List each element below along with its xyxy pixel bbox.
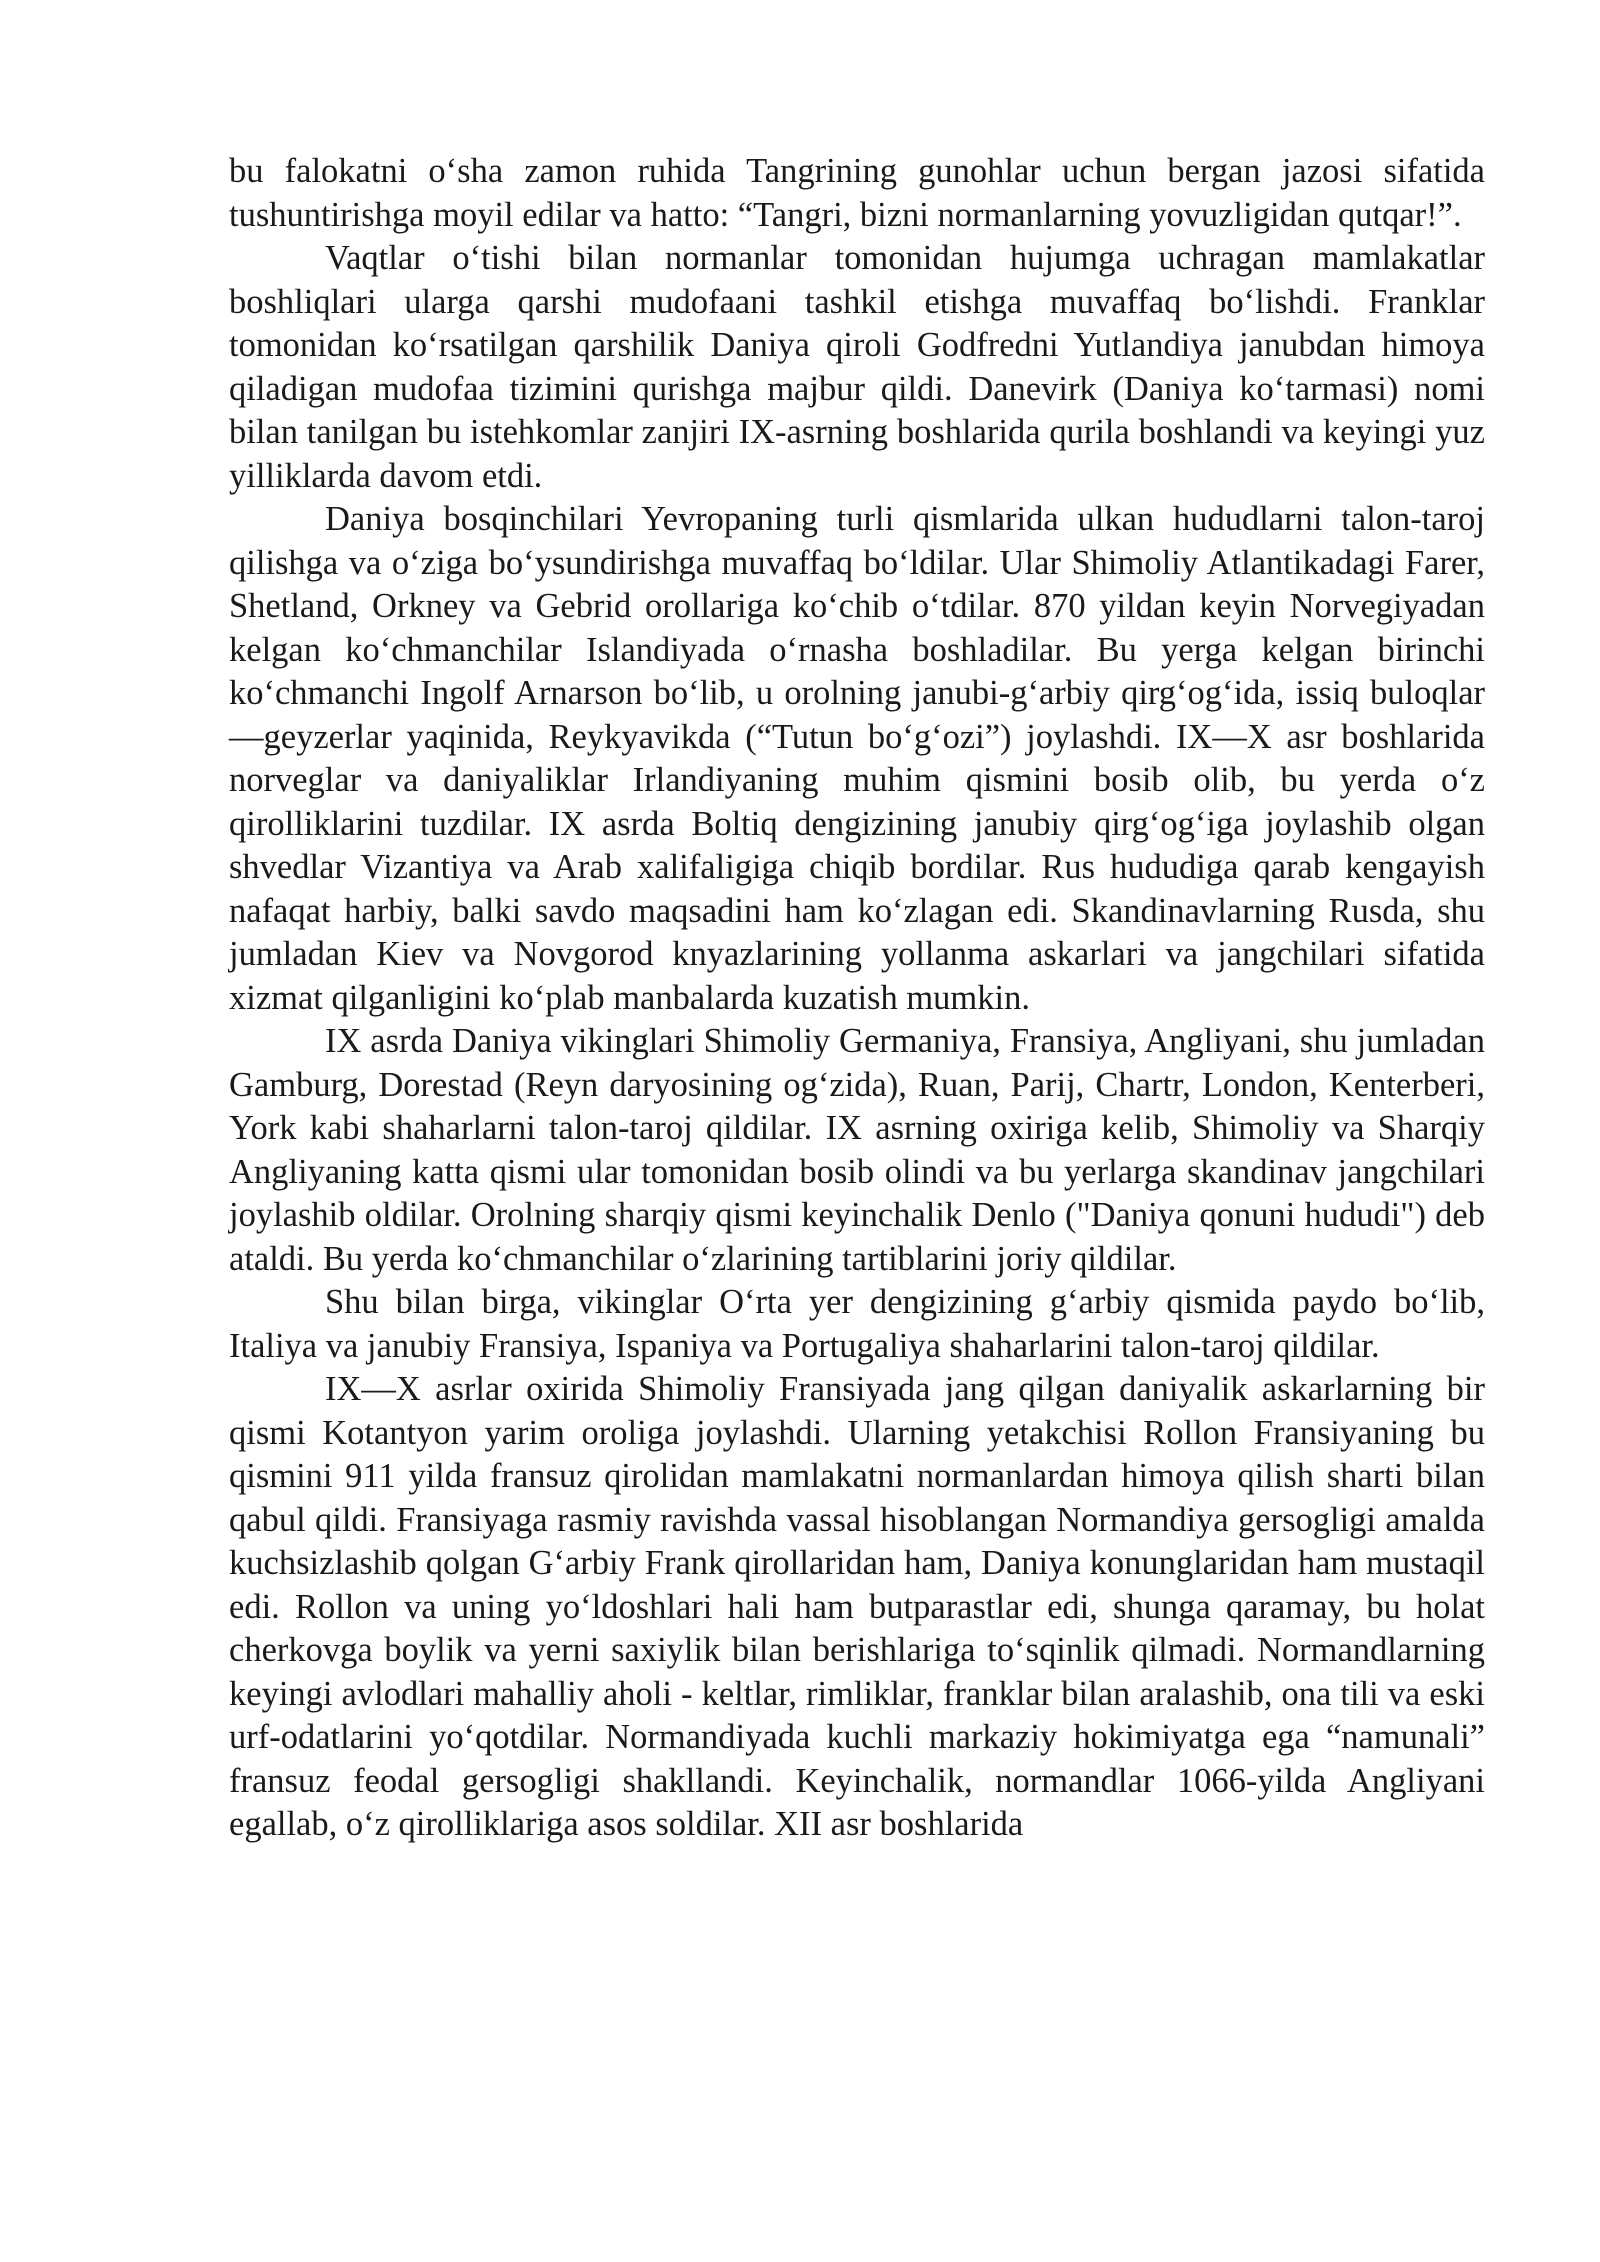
paragraph-1: bu falokatni o‘sha zamon ruhida Tangrining gunohlar uchun bergan jazosi sifatida tushuntirishga moyil edilar va hatto: “Tangri, bizni normanlarning yovuzligidan qutqar!”. (229, 152, 1485, 234)
paragraph-5: Shu bilan birga, vikinglar O‘rta yer dengizining g‘arbiy qismida paydo bo‘lib, Italiya va janubiy Fransiya, Ispaniya va Portugaliya shaharlarini talon-taroj qildilar. (229, 1283, 1485, 1365)
paragraph-3: Daniya bosqinchilari Yevropaning turli qismlarida ulkan hududlarni talon-taroj qilishga va o‘ziga bo‘ysundirishga muvaffaq bo‘ldilar. Ular Shimoliy Atlantikadagi Farer, Shetland, Orkney va Gebrid orollariga ko‘chib o‘tdilar. 870 yildan keyin Norvegiyadan kelgan ko‘chmanchilar Islandiyada o‘rnasha boshladilar. Bu yerga kelgan birinchi ko‘chmanchi Ingolf Arnarson bo‘lib, u orolning janubi-g‘arbiy qirg‘og‘ida, issiq buloqlar—geyzerlar yaqinida, Reykyavikda (“Tutun bo‘g‘ozi”) joylashdi. IX—X asr boshlarida norveglar va daniyaliklar Irlandiyaning muhim qismini bosib olib, bu yerda o‘z qirolliklarini tuzdilar. IX asrda Boltiq dengizining janubiy qirg‘og‘iga joylashib olgan shvedlar Vizantiya va Arab xalifaligiga chiqib bordilar. Rus hududiga qarab kengayish nafaqat harbiy, balki savdo maqsadini ham ko‘zlagan edi. Skandinavlarning Rusda, shu jumladan Kiev va Novgorod knyazlarining yollanma askarlari va jangchilari sifatida xizmat qilganligini ko‘plab manbalarda kuzatish mumkin. (229, 500, 1485, 1017)
paragraph-4: IX asrda Daniya vikinglari Shimoliy Germaniya, Fransiya, Angliyani, shu jumladan Gamburg, Dorestad (Reyn daryosining og‘zida), Ruan, Parij, Chartr, London, Kenterberi, York kabi shaharlarni talon-taroj qildilar. IX asrning oxiriga kelib, Shimoliy va Sharqiy Angliyaning katta qismi ular tomonidan bosib olindi va bu yerlarga skandinav jangchilari joylashib oldilar. Orolning sharqiy qismi keyinchalik Denlo ("Daniya qonuni hududi") deb ataldi. Bu yerda ko‘chmanchilar o‘zlarining tartiblarini joriy qildilar. (229, 1022, 1485, 1278)
document-page (229, 150, 1485, 1847)
paragraph-6: IX—X asrlar oxirida Shimoliy Fransiyada jang qilgan daniyalik askarlarning bir qismi Kotantyon yarim oroliga joylashdi. Ularning yetakchisi Rollon Fransiyaning bu qismini 911 yilda fransuz qirolidan mamlakatni normanlardan himoya qilish sharti bilan qabul qildi. Fransiyaga rasmiy ravishda vassal hisoblangan Normandiya gersogligi amalda kuchsizlashib qolgan G‘arbiy Frank qirollaridan ham, Daniya konunglaridan ham mustaqil edi. Rollon va uning yo‘ldoshlari hali ham butparastlar edi, shunga qaramay, bu holat cherkovga boylik va yerni saxiylik bilan berishlariga to‘sqinlik qilmadi. Normandlarning keyingi avlodlari mahalliy aholi - keltlar, rimliklar, franklar bilan aralashib, ona tili va eski urf-odatlarini yo‘qotdilar. Normandiyada kuchli markaziy hokimiyatga ega “namunali” fransuz feodal gersogligi shakllandi. Keyinchalik, normandlar 1066-yilda Angliyani egallab, o‘z qirolliklariga asos soldilar. XII asr boshlarida (229, 1370, 1485, 1843)
paragraph-2: Vaqtlar o‘tishi bilan normanlar tomonidan hujumga uchragan mamlakatlar boshliqlari ularga qarshi mudofaani tashkil etishga muvaffaq bo‘lishdi. Franklar tomonidan ko‘rsatilgan qarshilik Daniya qiroli Godfredni Yutlandiya janubdan himoya qiladigan mudofaa tizimini qurishga majbur qildi. Danevirk (Daniya ko‘tarmasi) nomi bilan tanilgan bu istehkomlar zanjiri IX-asrning boshlarida qurila boshlandi va keyingi yuz yilliklarda davom etdi. (229, 239, 1485, 495)
